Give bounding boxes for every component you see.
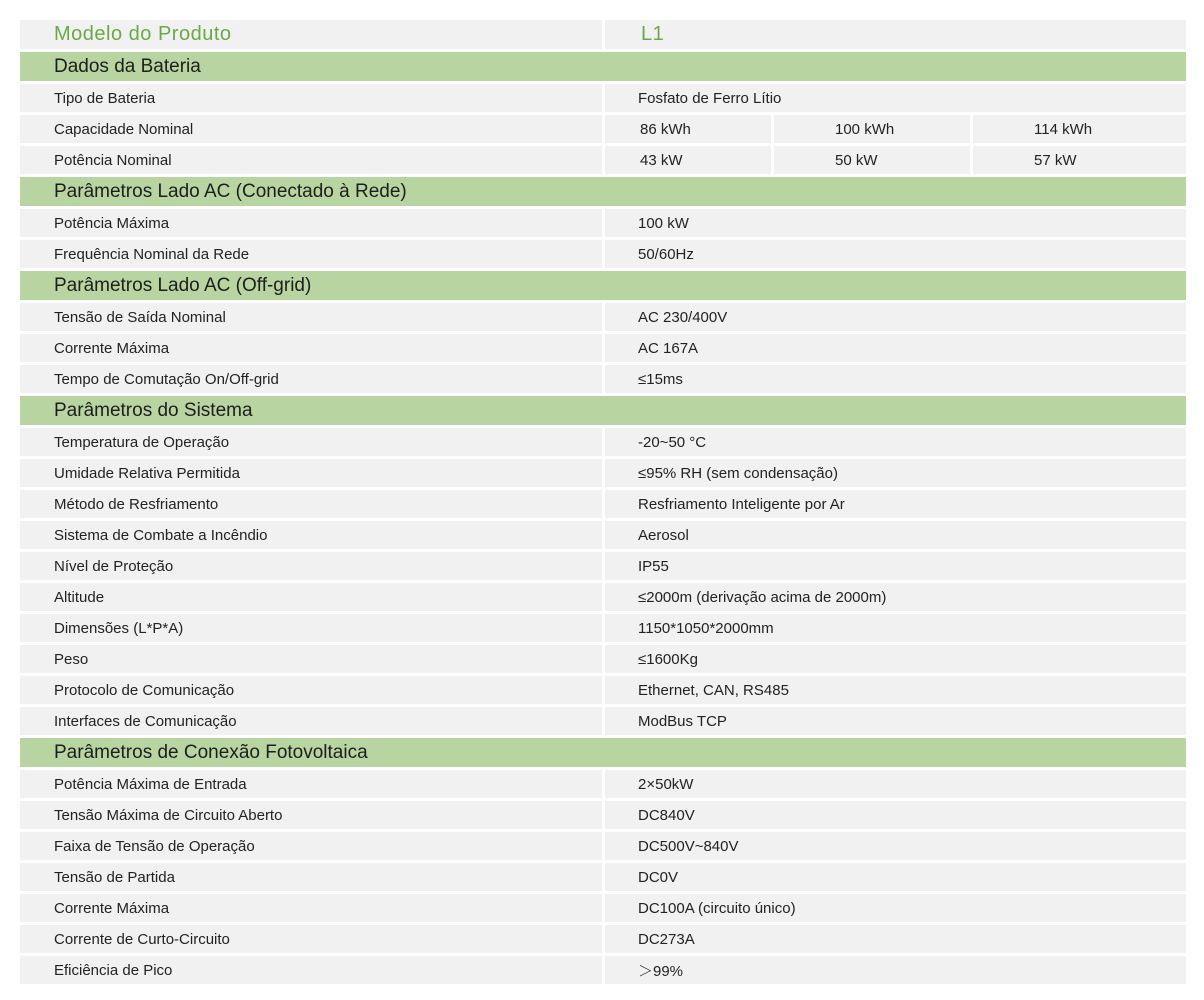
table-row bbox=[20, 84, 1186, 112]
row-value: DC273A bbox=[638, 930, 695, 948]
row-label: Eficiência de Pico bbox=[54, 961, 173, 979]
table-row bbox=[20, 240, 1186, 268]
table-row bbox=[20, 894, 1186, 922]
row-value: DC100A (circuito único) bbox=[638, 899, 796, 917]
section-title: Parâmetros do Sistema bbox=[54, 399, 253, 421]
section-header bbox=[20, 271, 1186, 300]
spec-table bbox=[20, 20, 1186, 987]
row-value: DC0V bbox=[638, 868, 679, 886]
section-header bbox=[20, 52, 1186, 81]
section-title: Parâmetros Lado AC (Off-grid) bbox=[54, 274, 312, 296]
row-value: 1150*1050*2000mm bbox=[638, 619, 774, 637]
row-label: Sistema de Combate a Incêndio bbox=[54, 526, 268, 544]
row-label: Umidade Relativa Permitida bbox=[54, 464, 240, 482]
table-row bbox=[20, 707, 1186, 735]
column-divider bbox=[771, 146, 774, 174]
row-value-variant: 57 kW bbox=[1034, 151, 1077, 169]
table-row bbox=[20, 614, 1186, 642]
table-row bbox=[20, 146, 1186, 174]
row-value: AC 230/400V bbox=[638, 308, 728, 326]
model-label: Modelo do Produto bbox=[54, 23, 232, 45]
column-divider bbox=[970, 146, 973, 174]
table-row bbox=[20, 676, 1186, 704]
row-value: ≤2000m (derivação acima de 2000m) bbox=[638, 588, 887, 606]
row-label: Capacidade Nominal bbox=[54, 120, 194, 138]
row-value: Aerosol bbox=[638, 526, 689, 544]
section-header bbox=[20, 738, 1186, 767]
table-row bbox=[20, 832, 1186, 860]
row-label: Corrente Máxima bbox=[54, 899, 170, 917]
table-row bbox=[20, 956, 1186, 984]
table-row bbox=[20, 583, 1186, 611]
row-value: DC840V bbox=[638, 806, 695, 824]
row-value: -20~50 °C bbox=[638, 433, 707, 451]
section-title: Parâmetros de Conexão Fotovoltaica bbox=[54, 741, 368, 763]
row-label: Frequência Nominal da Rede bbox=[54, 245, 250, 263]
row-label: Interfaces de Comunicação bbox=[54, 712, 237, 730]
table-row bbox=[20, 115, 1186, 143]
row-value: ≤95% RH (sem condensação) bbox=[638, 464, 838, 482]
row-label: Dimensões (L*P*A) bbox=[54, 619, 184, 637]
table-row bbox=[20, 490, 1186, 518]
row-label: Tempo de Comutação On/Off-grid bbox=[54, 370, 279, 388]
row-label: Tensão de Partida bbox=[54, 868, 175, 886]
row-value: 2×50kW bbox=[638, 775, 694, 793]
row-label: Potência Máxima bbox=[54, 214, 170, 232]
row-value-variant: 43 kW bbox=[640, 151, 683, 169]
row-value: AC 167A bbox=[638, 339, 699, 357]
row-value: 50/60Hz bbox=[638, 245, 694, 263]
table-row bbox=[20, 645, 1186, 673]
column-divider bbox=[970, 115, 973, 143]
table-row bbox=[20, 521, 1186, 549]
row-value-variant: 50 kW bbox=[835, 151, 878, 169]
table-row bbox=[20, 925, 1186, 953]
row-value: Resfriamento Inteligente por Ar bbox=[638, 495, 845, 513]
section-title: Parâmetros Lado AC (Conectado à Rede) bbox=[54, 180, 407, 202]
row-value-variant: 114 kWh bbox=[1034, 120, 1093, 138]
row-label: Corrente de Curto-Circuito bbox=[54, 930, 230, 948]
row-value: IP55 bbox=[638, 557, 669, 575]
table-row bbox=[20, 801, 1186, 829]
table-row bbox=[20, 552, 1186, 580]
row-label: Peso bbox=[54, 650, 89, 668]
row-label: Temperatura de Operação bbox=[54, 433, 230, 451]
row-label: Faixa de Tensão de Operação bbox=[54, 837, 255, 855]
row-value: ModBus TCP bbox=[638, 712, 727, 730]
row-label: Potência Nominal bbox=[54, 151, 172, 169]
table-row bbox=[20, 428, 1186, 456]
table-header-row bbox=[20, 20, 1186, 49]
table-row bbox=[20, 863, 1186, 891]
row-value: ≤15ms bbox=[638, 370, 683, 388]
row-label: Tensão Máxima de Circuito Aberto bbox=[54, 806, 283, 824]
row-label: Método de Resfriamento bbox=[54, 495, 219, 513]
table-row bbox=[20, 770, 1186, 798]
table-row bbox=[20, 334, 1186, 362]
row-label: Tensão de Saída Nominal bbox=[54, 308, 226, 326]
row-label: Tipo de Bateria bbox=[54, 89, 156, 107]
row-value: Fosfato de Ferro Lítio bbox=[638, 89, 782, 107]
row-value-variant: 86 kWh bbox=[640, 120, 691, 138]
section-header bbox=[20, 177, 1186, 206]
section-header bbox=[20, 396, 1186, 425]
row-label: Corrente Máxima bbox=[54, 339, 170, 357]
row-value-variant: 100 kWh bbox=[835, 120, 895, 138]
row-value: 100 kW bbox=[638, 214, 689, 232]
row-value: ＞99% bbox=[638, 962, 684, 980]
table-row bbox=[20, 365, 1186, 393]
table-row bbox=[20, 459, 1186, 487]
model-value: L1 bbox=[641, 23, 665, 45]
table-row bbox=[20, 209, 1186, 237]
column-divider bbox=[771, 115, 774, 143]
row-value: DC500V~840V bbox=[638, 837, 739, 855]
row-label: Altitude bbox=[54, 588, 105, 606]
row-label: Potência Máxima de Entrada bbox=[54, 775, 247, 793]
section-title: Dados da Bateria bbox=[54, 55, 201, 77]
row-value: ≤1600Kg bbox=[638, 650, 698, 668]
row-label: Protocolo de Comunicação bbox=[54, 681, 235, 699]
row-label: Nível de Proteção bbox=[54, 557, 174, 575]
table-row bbox=[20, 303, 1186, 331]
row-value: Ethernet, CAN, RS485 bbox=[638, 681, 789, 699]
